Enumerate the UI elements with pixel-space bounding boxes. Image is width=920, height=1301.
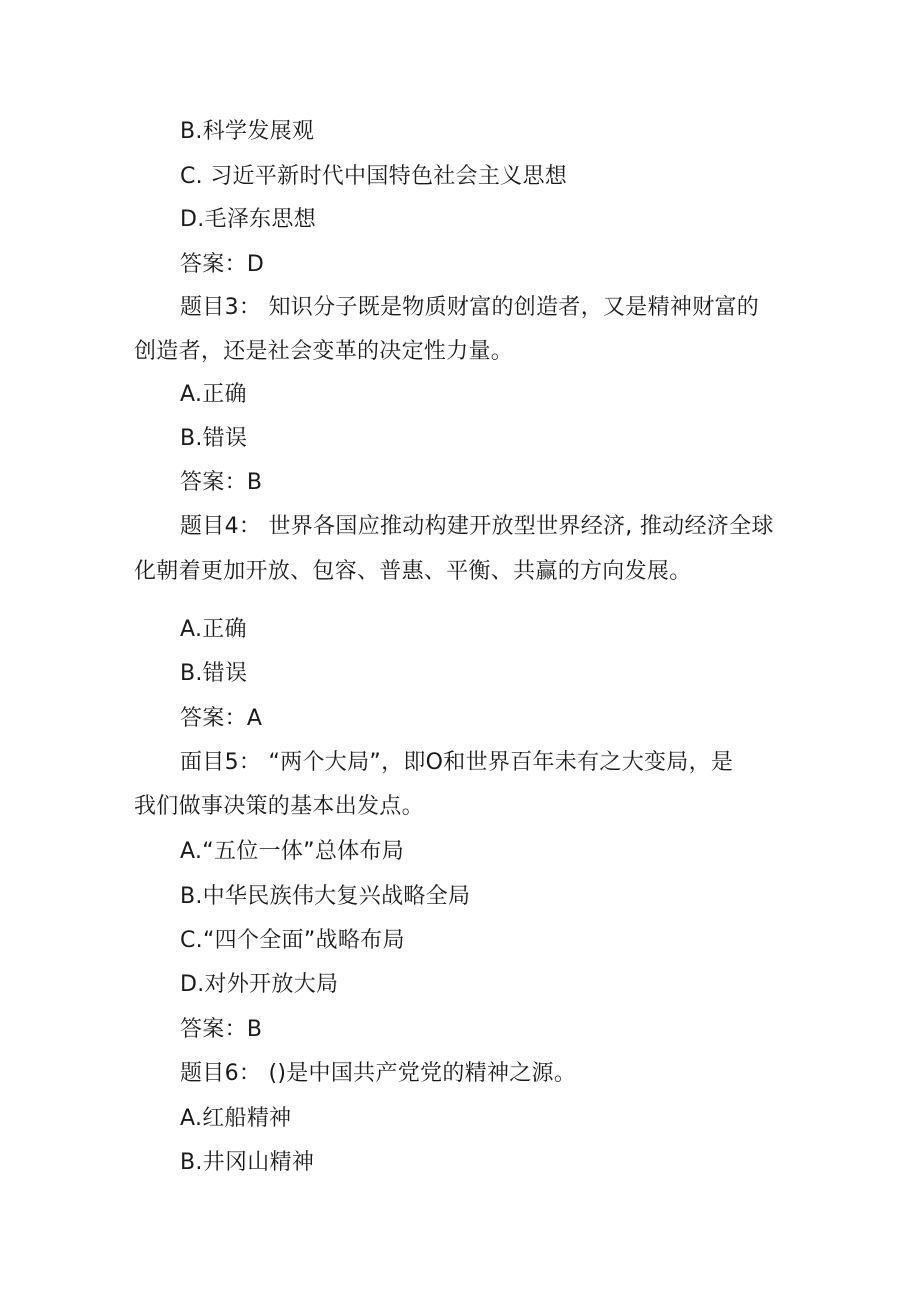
option-line: D.对外开放大局 — [180, 972, 339, 997]
option-line: C.“四个全面”战略布局 — [180, 928, 405, 953]
answer-line: 答案：B — [180, 1017, 263, 1042]
answer-line: 答案：D — [180, 252, 265, 277]
option-line: A.“五位一体”总体布局 — [180, 839, 405, 864]
question-line: 题目4： 世界各国应推动构建开放型世界经济, 推动经济全球 — [180, 514, 774, 539]
question-line-continued: 创造者，还是社会变革的决定性力量。 — [134, 339, 514, 364]
option-line: A.正确 — [180, 382, 247, 407]
option-line: C. 习近平新时代中国特色社会主义思想 — [180, 164, 568, 189]
question-line: 题目3： 知识分子既是物质财富的创造者，又是精神财富的 — [180, 295, 760, 320]
option-line: B.中华民族伟大复兴战略全局 — [180, 884, 471, 909]
answer-line: 答案：B — [180, 470, 263, 495]
question-line-continued: 化朝着更加开放、包容、普惠、平衡、共赢的方向发展。 — [134, 559, 692, 584]
question-line: 题目6： ()是中国共产党党的精神之源。 — [180, 1061, 577, 1086]
option-line: A.正确 — [180, 617, 247, 642]
option-line: A.红船精神 — [180, 1106, 292, 1131]
question-line: 面目5： “两个大局”，即O和世界百年未有之大变局，是 — [180, 750, 734, 775]
option-line: B.井冈山精神 — [180, 1150, 315, 1175]
option-line: B.错误 — [180, 426, 248, 451]
question-line-continued: 我们做事决策的基本出发点。 — [134, 794, 424, 819]
answer-line: 答案：A — [180, 706, 263, 731]
option-line: B.科学发展观 — [180, 119, 315, 144]
option-line: D.毛泽东思想 — [180, 207, 317, 232]
option-line: B.错误 — [180, 661, 248, 686]
